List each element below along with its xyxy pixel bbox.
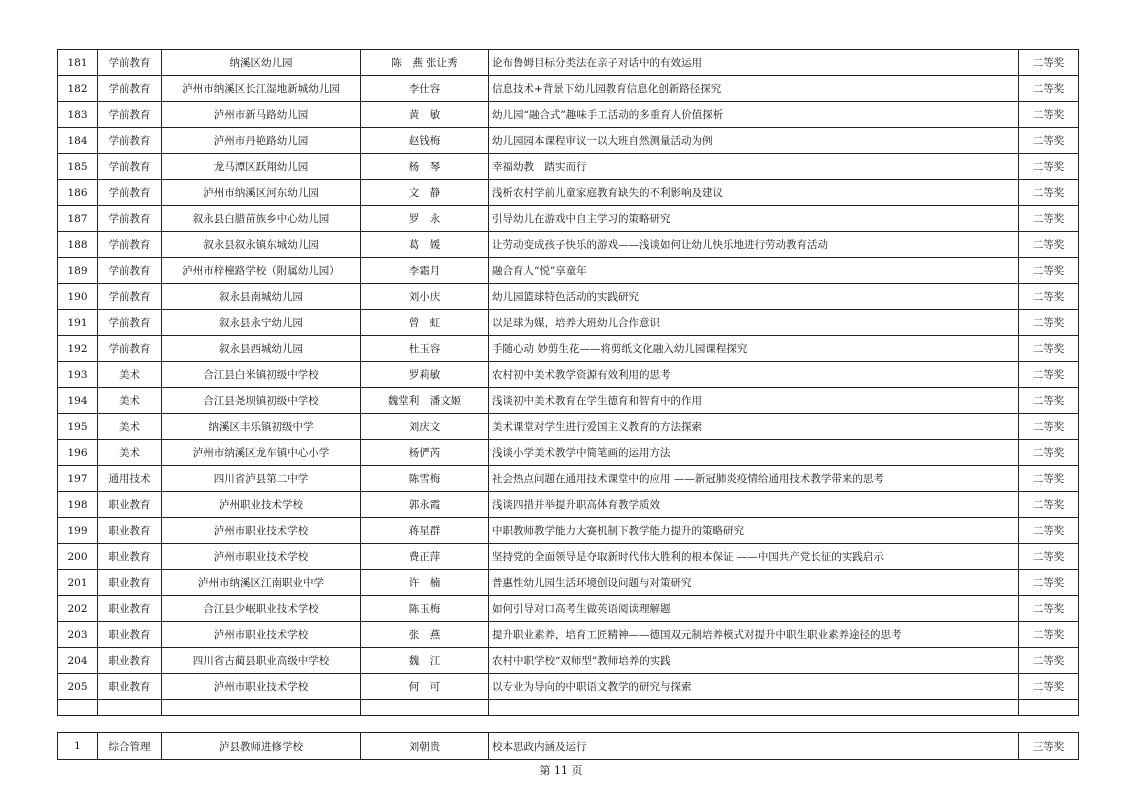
author-cell: 陈雪梅 (361, 466, 489, 492)
author-cell: 曾 虹 (361, 310, 489, 336)
paper-title-cell: 浅谈四措并举提升职高体育教学质效 (489, 492, 1019, 518)
award-cell: 二等奖 (1019, 154, 1079, 180)
award-cell: 三等奖 (1019, 733, 1079, 760)
school-cell: 纳溪区幼儿园 (162, 50, 361, 76)
school-cell: 泸州职业技术学校 (162, 492, 361, 518)
empty-cell (1019, 700, 1079, 716)
subject-cell: 学前教育 (98, 336, 162, 362)
school-cell: 泸州市职业技术学校 (162, 622, 361, 648)
school-cell: 泸州市职业技术学校 (162, 544, 361, 570)
award-cell: 二等奖 (1019, 232, 1079, 258)
row-number: 203 (58, 622, 98, 648)
row-number: 183 (58, 102, 98, 128)
award-cell: 二等奖 (1019, 622, 1079, 648)
award-cell: 二等奖 (1019, 466, 1079, 492)
subject-cell: 学前教育 (98, 76, 162, 102)
table-row (58, 414, 1079, 440)
row-number: 191 (58, 310, 98, 336)
subject-cell: 职业教育 (98, 674, 162, 700)
subject-cell: 学前教育 (98, 128, 162, 154)
author-cell: 刘小庆 (361, 284, 489, 310)
paper-title-cell: 幼儿园园本课程审议一以大班自然测量活动为例 (489, 128, 1019, 154)
row-number: 197 (58, 466, 98, 492)
school-cell: 龙马潭区跃翔幼儿园 (162, 154, 361, 180)
paper-title-cell: 农村初中美术教学资源有效利用的思考 (489, 362, 1019, 388)
school-cell: 泸州市新马路幼儿园 (162, 102, 361, 128)
school-cell: 泸州市梓橦路学校（附属幼儿园） (162, 258, 361, 284)
award-cell: 二等奖 (1019, 258, 1079, 284)
row-number: 184 (58, 128, 98, 154)
paper-title-cell: 引导幼儿在游戏中自主学习的策略研究 (489, 206, 1019, 232)
award-cell: 二等奖 (1019, 570, 1079, 596)
table-row (58, 154, 1079, 180)
subject-cell: 学前教育 (98, 284, 162, 310)
award-cell: 二等奖 (1019, 440, 1079, 466)
author-cell: 魏堂利 潘文姬 (361, 388, 489, 414)
subject-cell: 美术 (98, 414, 162, 440)
paper-title-cell: 手随心动 妙剪生花——将剪纸文化融入幼儿园课程探究 (489, 336, 1019, 362)
award-cell: 二等奖 (1019, 362, 1079, 388)
school-cell: 泸州市纳溪区江南职业中学 (162, 570, 361, 596)
award-cell: 二等奖 (1019, 648, 1079, 674)
empty-cell (98, 700, 162, 716)
table-row (58, 466, 1079, 492)
author-cell: 赵钱梅 (361, 128, 489, 154)
table-row (58, 232, 1079, 258)
empty-cell (489, 700, 1019, 716)
award-cell: 二等奖 (1019, 128, 1079, 154)
award-cell: 二等奖 (1019, 596, 1079, 622)
table-row (58, 180, 1079, 206)
school-cell: 合江县少岷职业技术学校 (162, 596, 361, 622)
award-cell: 二等奖 (1019, 206, 1079, 232)
subject-cell: 学前教育 (98, 206, 162, 232)
page-number: 第 11 页 (539, 764, 583, 777)
subject-cell: 职业教育 (98, 518, 162, 544)
table-row (58, 128, 1079, 154)
paper-title-cell: 让劳动变成孩子快乐的游戏——浅谈如何让幼儿快乐地进行劳动教育活动 (489, 232, 1019, 258)
award-cell: 二等奖 (1019, 414, 1079, 440)
author-cell: 魏 江 (361, 648, 489, 674)
subject-cell: 职业教育 (98, 596, 162, 622)
author-cell: 陈玉梅 (361, 596, 489, 622)
school-cell: 泸县教师进修学校 (162, 733, 361, 760)
row-number: 194 (58, 388, 98, 414)
spacer-row (58, 700, 1079, 716)
subject-cell: 通用技术 (98, 466, 162, 492)
school-cell: 叙永县白腊苗族乡中心幼儿园 (162, 206, 361, 232)
table-row (58, 362, 1079, 388)
subject-cell: 美术 (98, 388, 162, 414)
table-row (58, 102, 1079, 128)
row-number: 193 (58, 362, 98, 388)
paper-title-cell: 普惠性幼儿园生活环境创设问题与对策研究 (489, 570, 1019, 596)
paper-title-cell: 幼儿园篮球特色活动的实践研究 (489, 284, 1019, 310)
row-number: 181 (58, 50, 98, 76)
author-cell: 罗 永 (361, 206, 489, 232)
paper-title-cell: 农村中职学校“双师型”教师培养的实践 (489, 648, 1019, 674)
school-cell: 泸州市纳溪区河东幼儿园 (162, 180, 361, 206)
table-row (58, 674, 1079, 700)
third-prize-table-body (58, 733, 1079, 760)
paper-title-cell: 校本思政内涵及运行 (489, 733, 1019, 760)
row-number: 205 (58, 674, 98, 700)
award-cell: 二等奖 (1019, 102, 1079, 128)
school-cell: 叙永县叙永镇东城幼儿园 (162, 232, 361, 258)
second-prize-table-body (58, 50, 1079, 716)
table-row (58, 492, 1079, 518)
paper-title-cell: 幸福幼教 踏实而行 (489, 154, 1019, 180)
table-row (58, 284, 1079, 310)
subject-cell: 学前教育 (98, 50, 162, 76)
school-cell: 泸州市职业技术学校 (162, 518, 361, 544)
table-row (58, 206, 1079, 232)
table-row (58, 518, 1079, 544)
subject-cell: 学前教育 (98, 258, 162, 284)
subject-cell: 职业教育 (98, 492, 162, 518)
paper-title-cell: 幼儿园“融合式”趣味手工活动的多重育人价值探析 (489, 102, 1019, 128)
author-cell: 蒋星群 (361, 518, 489, 544)
school-cell: 合江县白米镇初级中学校 (162, 362, 361, 388)
row-number: 195 (58, 414, 98, 440)
author-cell: 文 静 (361, 180, 489, 206)
table-row (58, 336, 1079, 362)
row-number: 190 (58, 284, 98, 310)
author-cell: 李霜月 (361, 258, 489, 284)
subject-cell: 美术 (98, 440, 162, 466)
author-cell: 杨 琴 (361, 154, 489, 180)
award-cell: 二等奖 (1019, 674, 1079, 700)
school-cell: 泸州市职业技术学校 (162, 674, 361, 700)
subject-cell: 学前教育 (98, 232, 162, 258)
award-cell: 二等奖 (1019, 492, 1079, 518)
award-cell: 二等奖 (1019, 50, 1079, 76)
subject-cell: 学前教育 (98, 102, 162, 128)
subject-cell: 美术 (98, 362, 162, 388)
empty-cell (361, 700, 489, 716)
school-cell: 纳溪区丰乐镇初级中学 (162, 414, 361, 440)
author-cell: 何 可 (361, 674, 489, 700)
school-cell: 叙永县南城幼儿园 (162, 284, 361, 310)
author-cell: 葛 媛 (361, 232, 489, 258)
paper-title-cell: 坚持党的全面领导是夺取新时代伟大胜利的根本保证 ——中国共产党长征的实践启示 (489, 544, 1019, 570)
table-row (58, 76, 1079, 102)
paper-title-cell: 美术课堂对学生进行爱国主义教育的方法探索 (489, 414, 1019, 440)
school-cell: 四川省古蔺县职业高级中学校 (162, 648, 361, 674)
paper-title-cell: 以足球为媒，培养大班幼儿合作意识 (489, 310, 1019, 336)
award-cell: 二等奖 (1019, 336, 1079, 362)
row-number: 188 (58, 232, 98, 258)
award-cell: 二等奖 (1019, 76, 1079, 102)
row-number: 202 (58, 596, 98, 622)
school-cell: 合江县尧坝镇初级中学校 (162, 388, 361, 414)
school-cell: 泸州市丹艳路幼儿园 (162, 128, 361, 154)
school-cell: 四川省泸县第二中学 (162, 466, 361, 492)
table-row (58, 733, 1079, 760)
table-row (58, 50, 1079, 76)
table-row (58, 596, 1079, 622)
row-number: 1 (58, 733, 98, 760)
award-cell: 二等奖 (1019, 544, 1079, 570)
author-cell: 刘庆文 (361, 414, 489, 440)
table-row (58, 440, 1079, 466)
paper-title-cell: 浅谈小学美术教学中简笔画的运用方法 (489, 440, 1019, 466)
row-number: 192 (58, 336, 98, 362)
subject-cell: 职业教育 (98, 570, 162, 596)
author-cell: 李仕容 (361, 76, 489, 102)
author-cell: 许 楠 (361, 570, 489, 596)
subject-cell: 学前教育 (98, 180, 162, 206)
author-cell: 郭永霞 (361, 492, 489, 518)
table-row (58, 622, 1079, 648)
paper-title-cell: 融合育人“悦”享童年 (489, 258, 1019, 284)
row-number: 196 (58, 440, 98, 466)
author-cell: 张 燕 (361, 622, 489, 648)
row-number: 200 (58, 544, 98, 570)
table-row (58, 310, 1079, 336)
award-cell: 二等奖 (1019, 388, 1079, 414)
paper-title-cell: 信息技术+背景下幼儿园教育信息化创新路径探究 (489, 76, 1019, 102)
paper-title-cell: 社会热点问题在通用技术课堂中的应用 ——新冠肺炎疫情给通用技术教学带来的思考 (489, 466, 1019, 492)
paper-title-cell: 如何引导对口高考生做英语阅读理解题 (489, 596, 1019, 622)
row-number: 199 (58, 518, 98, 544)
table-row (58, 258, 1079, 284)
author-cell: 杨俨芮 (361, 440, 489, 466)
paper-title-cell: 浅谈初中美术教育在学生德育和智育中的作用 (489, 388, 1019, 414)
subject-cell: 职业教育 (98, 622, 162, 648)
row-number: 189 (58, 258, 98, 284)
table-row (58, 570, 1079, 596)
award-cell: 二等奖 (1019, 284, 1079, 310)
table-row (58, 648, 1079, 674)
third-prize-table (57, 732, 1079, 760)
row-number: 186 (58, 180, 98, 206)
empty-cell (58, 700, 98, 716)
paper-title-cell: 浅析农村学前儿童家庭教育缺失的不利影响及建议 (489, 180, 1019, 206)
school-cell: 泸州市纳溪区长江湿地新城幼儿园 (162, 76, 361, 102)
author-cell: 刘朝贵 (361, 733, 489, 760)
paper-title-cell: 中职教师教学能力大赛机制下教学能力提升的策略研究 (489, 518, 1019, 544)
subject-cell: 学前教育 (98, 310, 162, 336)
paper-title-cell: 以专业为导向的中职语文教学的研究与探索 (489, 674, 1019, 700)
paper-title-cell: 提升职业素养，培育工匠精神——德国双元制培养模式对提升中职生职业素养途径的思考 (489, 622, 1019, 648)
award-cell: 二等奖 (1019, 518, 1079, 544)
award-cell: 二等奖 (1019, 180, 1079, 206)
school-cell: 叙永县西城幼儿园 (162, 336, 361, 362)
row-number: 204 (58, 648, 98, 674)
row-number: 185 (58, 154, 98, 180)
paper-title-cell: 论布鲁姆目标分类法在亲子对话中的有效运用 (489, 50, 1019, 76)
empty-cell (162, 700, 361, 716)
row-number: 201 (58, 570, 98, 596)
school-cell: 叙永县永宁幼儿园 (162, 310, 361, 336)
row-number: 182 (58, 76, 98, 102)
row-number: 198 (58, 492, 98, 518)
subject-cell: 职业教育 (98, 648, 162, 674)
school-cell: 泸州市纳溪区龙车镇中心小学 (162, 440, 361, 466)
author-cell: 陈 燕 张让秀 (361, 50, 489, 76)
subject-cell: 学前教育 (98, 154, 162, 180)
row-number: 187 (58, 206, 98, 232)
author-cell: 杜玉容 (361, 336, 489, 362)
second-prize-table (57, 49, 1079, 716)
subject-cell: 职业教育 (98, 544, 162, 570)
subject-cell: 综合管理 (98, 733, 162, 760)
author-cell: 黄 敏 (361, 102, 489, 128)
table-row (58, 388, 1079, 414)
author-cell: 费正萍 (361, 544, 489, 570)
award-cell: 二等奖 (1019, 310, 1079, 336)
table-row (58, 544, 1079, 570)
author-cell: 罗莉敏 (361, 362, 489, 388)
